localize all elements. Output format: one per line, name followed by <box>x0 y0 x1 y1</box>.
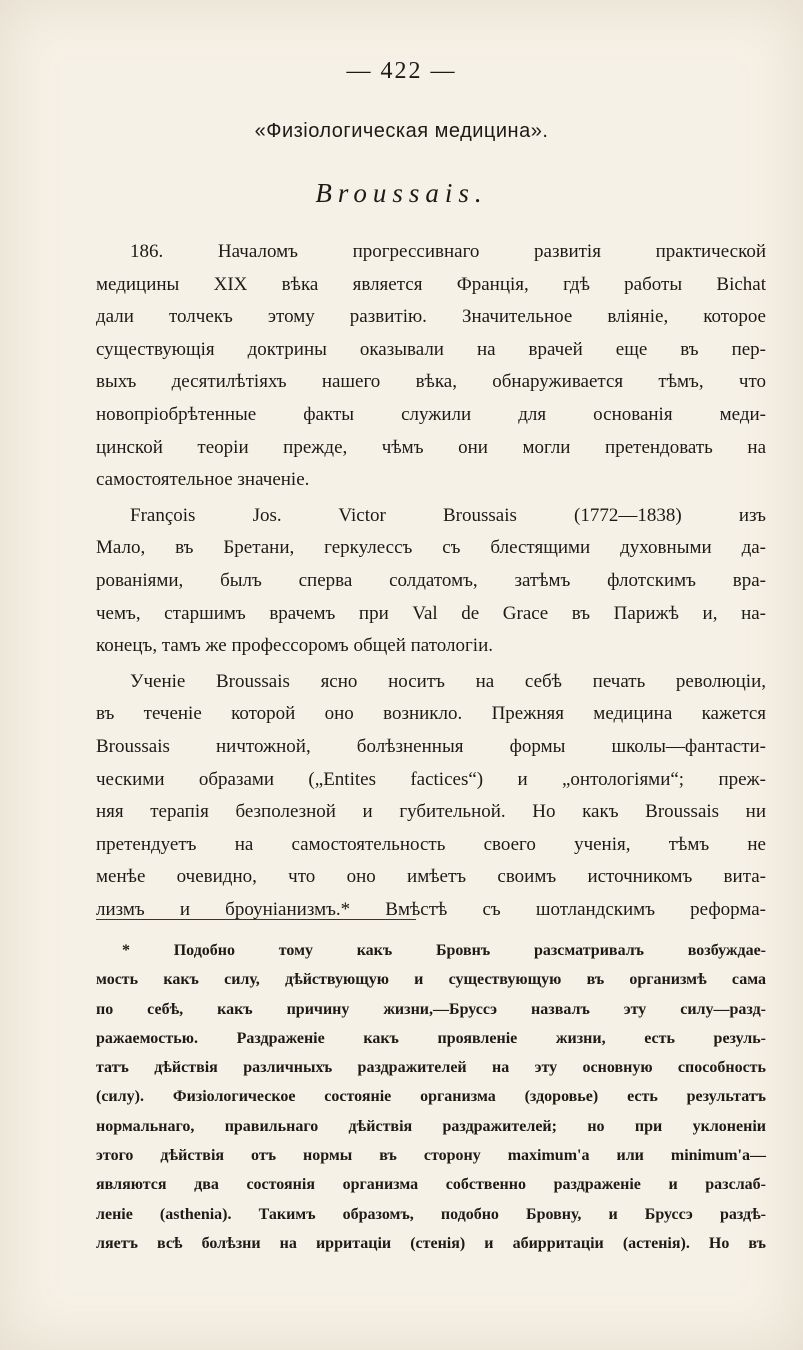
paragraph <box>96 500 766 663</box>
text-line: ческими образами („Entites factices“) и „онтологiями“; преж- <box>96 768 766 790</box>
text-line: новопрiобрѣтенные факты служили для основанiя меди- <box>96 403 766 425</box>
section-title: «Физiологическая медицина». <box>254 120 549 142</box>
footnote-line: нормальнаго, правильнаго дѣйствiя раздражителей; но при уклоненiи <box>96 1117 766 1135</box>
text-line: чемъ, старшимъ врачемъ при Val de Grace въ Парижѣ и, на- <box>96 602 766 624</box>
text-line: няя терапiя безполезной и губительной. Но какъ Broussais ни <box>96 801 766 823</box>
text-line: Broussais ничтожной, болѣзненныя формы школы—фантасти- <box>96 735 766 757</box>
footnote-line: татъ дѣйствiя различныхъ раздражителей на эту основную способность <box>96 1059 766 1077</box>
footnote-divider <box>96 919 416 920</box>
footnote-line: мость какъ силу, дѣйствующую и существующую въ организмѣ сама <box>96 971 766 989</box>
text-line: лизмъ и броунiанизмъ.* Вмѣстѣ съ шотландскимъ реформа- <box>96 898 766 920</box>
footnote-line: * Подобно тому какъ Бровнъ разсматривалъ возбуждае- <box>122 942 766 959</box>
text-line: менѣе очевидно, что оно имѣетъ своимъ источникомъ вита- <box>96 866 766 888</box>
footnote-line: ляетъ всѣ болѣзни на ирритацiи (стенiя) и абирритацiи (астенiя). Но въ <box>96 1234 766 1252</box>
main-text <box>96 236 766 929</box>
text-line: претендуетъ на самостоятельность своего ученiя, тѣмъ не <box>96 833 766 855</box>
footnote-line: этого дѣйствiя отъ нормы въ сторону maximum'a или minimum'a— <box>96 1147 766 1165</box>
text-line: цинской теорiи прежде, чѣмъ они могли претендовать на <box>96 436 766 458</box>
text-line: 186. Началомъ прогрессивнаго развитiя практической <box>130 241 766 262</box>
text-line: самостоятельное значенiе. <box>96 469 310 491</box>
footnote-line: по себѣ, какъ причину жизни,—Бруссэ назвалъ эту силу—разд- <box>96 1000 766 1018</box>
paragraph <box>96 236 766 497</box>
page-number: — 422 — <box>346 58 457 84</box>
footnote-line: ражаемостью. Раздраженiе какъ проявленiе жизни, есть резуль- <box>96 1029 766 1047</box>
text-line: рованiями, былъ сперва солдатомъ, затѣмъ флотскимъ вра- <box>96 569 766 591</box>
author-heading: Broussais. <box>315 178 488 208</box>
text-line: конецъ, тамъ же профессоромъ общей патологiи. <box>96 635 494 657</box>
text-line: въ теченiе которой оно возникло. Прежняя медицина кажется <box>96 703 766 725</box>
footnote-line: ленiе (asthenia). Такимъ образомъ, подобно Бровну, и Бруссэ раздѣ- <box>96 1205 766 1223</box>
text-line: Мало, въ Бретани, геркулессъ съ блестящими духовными да- <box>96 537 766 559</box>
footnote-line: (силу). Физiологическое состоянiе организма (здоровье) есть результатъ <box>96 1088 766 1106</box>
text-line: медицины XIX вѣка является Францiя, гдѣ работы Bichat <box>96 273 766 295</box>
text-line: выхъ десятилѣтiяхъ нашего вѣка, обнаруживается тѣмъ, что <box>96 371 766 393</box>
text-line: существующiя доктрины оказывали на врачей еще въ пер- <box>96 338 766 360</box>
text-line: Ученiе Broussais ясно носитъ на себѣ печать революцiи, <box>130 670 766 692</box>
paragraph <box>96 666 766 927</box>
footnote <box>96 936 766 1258</box>
text-line: François Jos. Victor Broussais (1772—1838) изъ <box>130 504 766 526</box>
text-line: дали толчекъ этому развитiю. Значительное влiянiе, которое <box>96 306 766 328</box>
footnote-line: являются два состоянiя организма собственно раздраженiе и разслаб- <box>96 1176 766 1194</box>
